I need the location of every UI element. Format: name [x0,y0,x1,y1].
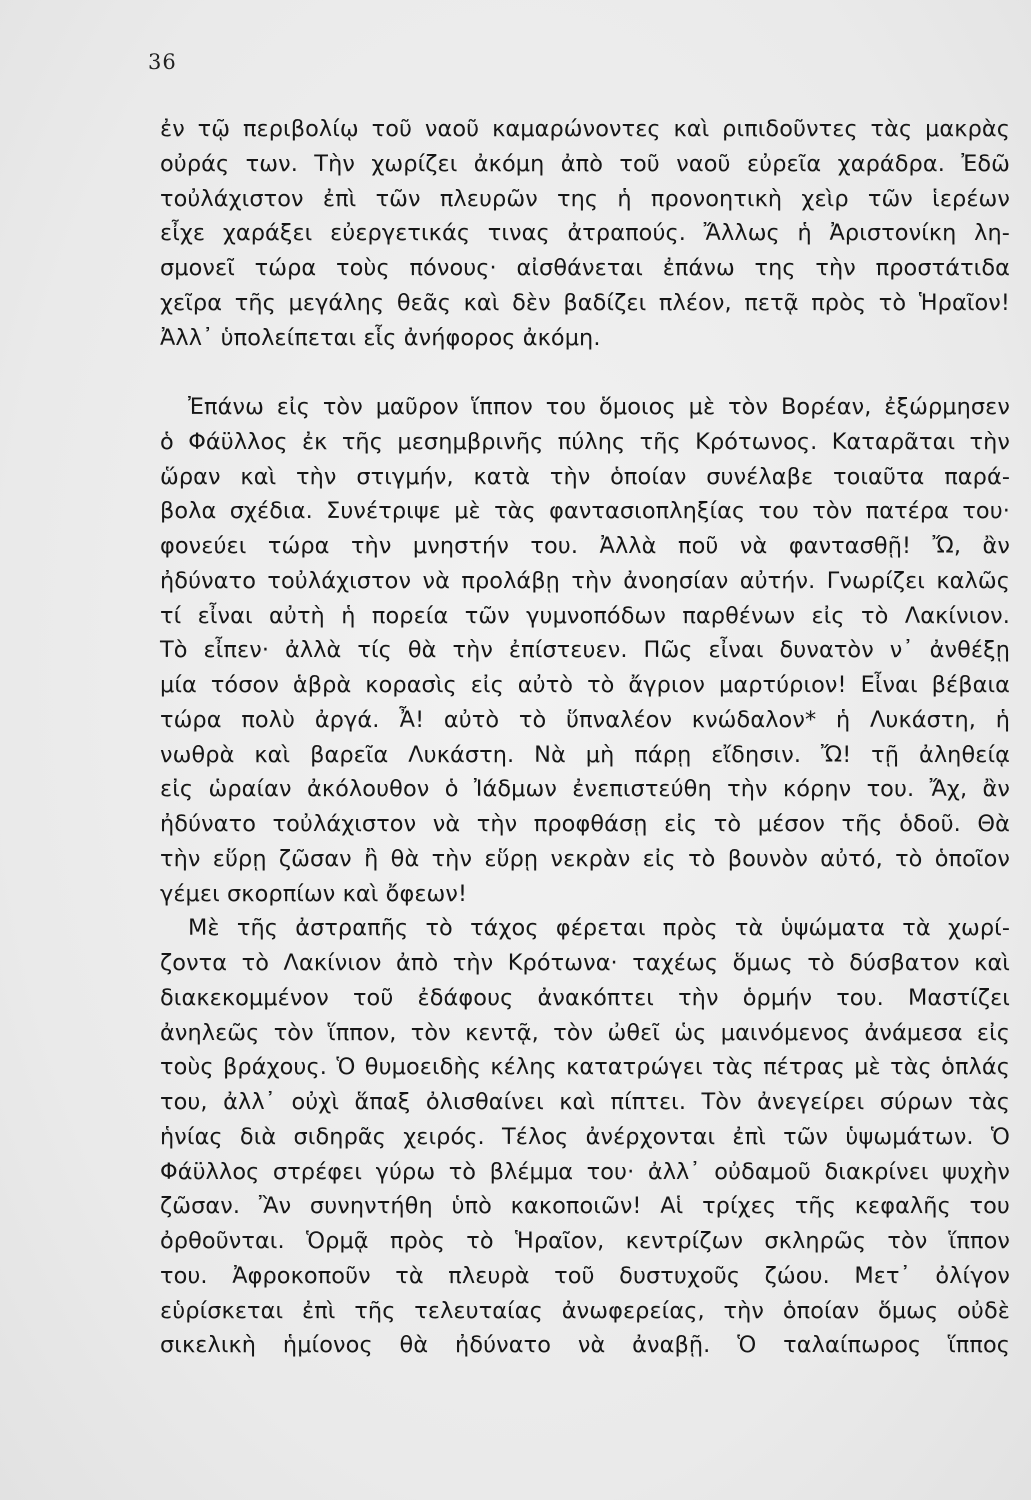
text-line: του. Ἀφροκοποῦν τὰ πλευρὰ τοῦ δυστυχοῦς ζώου. Μετ᾽ ὀλίγον [160,1262,1010,1289]
text-line: εἰς ὡραίαν ἀκόλουθον ὁ Ἰάδμων ἐνεπιστεύθη τὴν κόρην του. Ἄχ, ἂν [160,776,1010,803]
paragraph-1 [160,112,1010,355]
text-line: οὐράς των. Τὴν χωρίζει ἀκόμη ἀπὸ τοῦ ναοῦ εὐρεῖα χαράδρα. Ἐδῶ [160,150,1010,177]
text-line: ἠδύνατο τοὐλάχιστον νὰ τὴν προφθάσῃ εἰς τὸ μέσον τῆς ὁδοῦ. Θὰ [160,811,1010,837]
paragraph-2 [160,390,1010,911]
text-line: ζῶσαν. Ἂν συνηντήθη ὑπὸ κακοποιῶν! Αἱ τρίχες τῆς κεφαλῆς του [160,1193,1010,1220]
body-text [160,112,1010,1363]
text-line: Μὲ τῆς ἀστραπῆς τὸ τάχος φέρεται πρὸς τὰ ὑψώματα τὰ χωρί- [188,915,1010,942]
text-line: βολα σχέδια. Συνέτριψε μὲ τὰς φαντασιοπληξίας του τὸν πατέρα του· [160,498,1010,525]
page-number: 36 [148,50,177,74]
text-line: ἠδύνατο τοὐλάχιστον νὰ προλάβῃ τὴν ἀνοησίαν αὐτήν. Γνωρίζει καλῶς [160,567,1010,594]
text-line: ὁ Φάϋλλος ἐκ τῆς μεσημβρινῆς πύλης τῆς Κρότωνος. Καταρᾶται τὴν [160,428,1010,455]
text-line: Ἐπάνω εἰς τὸν μαῦρον ἵππον του ὅμοιος μὲ τὸν Βορέαν, ἐξώρμησεν [188,394,1010,420]
text-line: ἀνηλεῶς τὸν ἵππον, τὸν κεντᾷ, τὸν ὠθεῖ ὡς μαινόμενος ἀνάμεσα εἰς [160,1019,1010,1046]
text-line: Φάϋλλος στρέφει γύρω τὸ βλέμμα του· ἀλλ᾽ οὐδαμοῦ διακρίνει ψυχὴν [160,1158,1010,1185]
text-line: ὀρθοῦνται. Ὁρμᾷ πρὸς τὸ Ἡραῖον, κεντρίζων σκληρῶς τὸν ἵππον [160,1228,1010,1254]
paragraph-3 [160,911,1010,1363]
text-line: τί εἶναι αὐτὴ ἡ πορεία τῶν γυμνοπόδων παρθένων εἰς τὸ Λακίνιον. [160,602,1010,629]
text-line: Ἀλλ᾽ ὑπολείπεται εἷς ἀνήφορος ἀκόμη. [160,324,601,351]
text-line: ἐν τῷ περιβολίῳ τοῦ ναοῦ καμαρώνοντες καὶ ριπιδοῦντες τὰς μακρὰς [160,116,1010,142]
text-line: μία τόσον ἁβρὰ κορασὶς εἰς αὐτὸ τὸ ἄγριον μαρτύριον! Εἶναι βέβαια [160,672,1010,698]
text-line: εἶχε χαράξει εὐεργετικάς τινας ἀτραπούς. Ἄλλως ἡ Ἀριστονίκη λη- [160,220,1010,247]
text-line: διακεκομμένον τοῦ ἐδάφους ἀνακόπτει τὴν ὁρμήν του. Μαστίζει [160,984,1010,1011]
paragraph-gap [160,355,1010,390]
text-line: τώρα πολὺ ἀργά. Ἆ! αὐτὸ τὸ ὕπναλέον κνώδαλον* ἡ Λυκάστη, ἡ [160,706,1010,733]
text-line: χεῖρα τῆς μεγάλης θεᾶς καὶ δὲν βαδίζει πλέον, πετᾷ πρὸς τὸ Ἡραῖον! [160,289,1010,316]
text-line: τὴν εὕρῃ ζῶσαν ἢ θὰ τὴν εὕρῃ νεκρὰν εἰς τὸ βουνὸν αὐτό, τὸ ὁποῖον [160,845,1010,872]
text-line: νωθρὰ καὶ βαρεῖα Λυκάστη. Νὰ μὴ πάρῃ εἴδησιν. Ὤ! τῇ ἀληθείᾳ [160,741,1010,768]
text-line: σικελικὴ ἡμίονος θὰ ἠδύνατο νὰ ἀναβῇ. Ὁ ταλαίπωρος ἵππος [160,1332,1010,1359]
text-line: φονεύει τώρα τὴν μνηστήν του. Ἀλλὰ ποῦ νὰ φαντασθῇ! Ὤ, ἂν [160,533,1010,559]
text-line: Τὸ εἶπεν· ἀλλὰ τίς θὰ τὴν ἐπίστευεν. Πῶς εἶναι δυνατὸν ν᾽ ἀνθέξῃ [160,637,1010,664]
text-line: τοὐλάχιστον ἐπὶ τῶν πλευρῶν της ἡ προνοητικὴ χεὶρ τῶν ἱερέων [160,185,1010,212]
text-line: ὥραν καὶ τὴν στιγμήν, κατὰ τὴν ὁποίαν συνέλαβε τοιαῦτα παρά- [160,463,1010,490]
text-line: ζοντα τὸ Λακίνιον ἀπὸ τὴν Κρότωνα· ταχέως ὅμως τὸ δύσβατον καὶ [160,950,1010,976]
text-line: γέμει σκορπίων καὶ ὄφεων! [160,880,468,907]
text-line: σμονεῖ τώρα τοὺς πόνους· αἰσθάνεται ἐπάνω της τὴν προστάτιδα [160,255,1010,281]
text-line: τοὺς βράχους. Ὁ θυμοειδὴς κέλης κατατρώγει τὰς πέτρας μὲ τὰς ὁπλάς [160,1054,1010,1081]
text-line: ἡνίας διὰ σιδηρᾶς χειρός. Τέλος ἀνέρχονται ἐπὶ τῶν ὑψωμάτων. Ὁ [160,1123,1010,1150]
text-line: εὑρίσκεται ἐπὶ τῆς τελευταίας ἀνωφερείας, τὴν ὁποίαν ὅμως οὐδὲ [160,1297,1010,1324]
text-line: του, ἀλλ᾽ οὐχὶ ἅπαξ ὀλισθαίνει καὶ πίπτει. Τὸν ἀνεγείρει σύρων τὰς [160,1089,1010,1115]
